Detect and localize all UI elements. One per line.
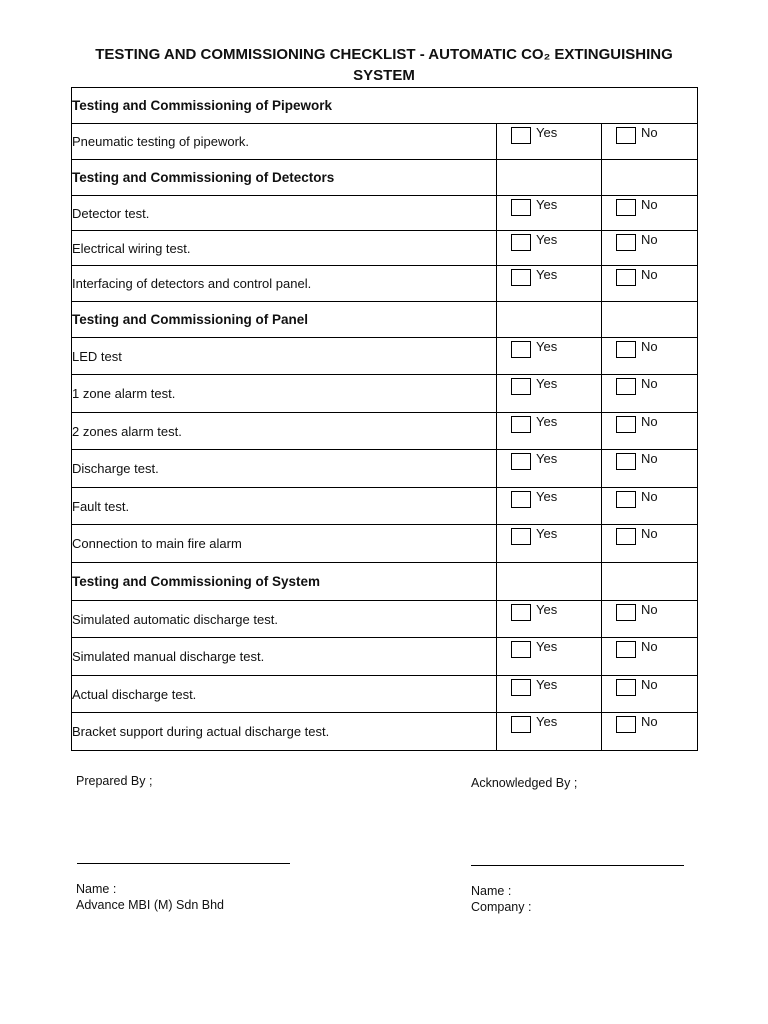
table-row xyxy=(72,713,698,751)
no-cell xyxy=(602,302,698,338)
item-label: Discharge test. xyxy=(72,450,497,488)
yes-label: Yes xyxy=(536,526,558,541)
table-row xyxy=(72,638,698,676)
yes-cell xyxy=(497,302,602,338)
no-option xyxy=(616,715,658,733)
no-checkbox[interactable] xyxy=(616,641,636,658)
no-cell xyxy=(602,375,698,413)
item-label: Simulated manual discharge test. xyxy=(72,638,497,676)
no-label: No xyxy=(641,526,658,541)
acknowledged-by-label: Acknowledged By ; xyxy=(471,776,578,790)
yes-label: Yes xyxy=(536,677,558,692)
no-option xyxy=(616,452,658,470)
yes-checkbox[interactable] xyxy=(511,269,531,286)
yes-checkbox[interactable] xyxy=(511,127,531,144)
yes-cell xyxy=(497,375,602,413)
section-heading: Testing and Commissioning of Pipework xyxy=(72,88,698,124)
yes-label: Yes xyxy=(536,489,558,504)
yes-option xyxy=(511,268,557,286)
no-option xyxy=(616,415,658,433)
acknowledged-name-label: Name : xyxy=(471,884,512,898)
no-label: No xyxy=(641,232,658,247)
no-cell xyxy=(602,450,698,488)
no-checkbox[interactable] xyxy=(616,416,636,433)
no-option xyxy=(616,340,658,358)
yes-checkbox[interactable] xyxy=(511,679,531,696)
yes-label: Yes xyxy=(536,414,558,429)
yes-checkbox[interactable] xyxy=(511,341,531,358)
no-cell xyxy=(602,676,698,713)
yes-checkbox[interactable] xyxy=(511,641,531,658)
no-label: No xyxy=(641,197,658,212)
no-checkbox[interactable] xyxy=(616,491,636,508)
yes-cell xyxy=(497,525,602,563)
section-heading: Testing and Commissioning of Detectors xyxy=(72,160,497,196)
table-row xyxy=(72,266,698,302)
prepared-company: Advance MBI (M) Sdn Bhd xyxy=(76,898,224,912)
yes-cell xyxy=(497,601,602,638)
yes-cell xyxy=(497,196,602,231)
yes-label: Yes xyxy=(536,197,558,212)
no-label: No xyxy=(641,677,658,692)
no-checkbox[interactable] xyxy=(616,679,636,696)
table-row xyxy=(72,231,698,266)
yes-option xyxy=(511,640,557,658)
yes-checkbox[interactable] xyxy=(511,604,531,621)
no-option xyxy=(616,198,658,216)
no-cell xyxy=(602,124,698,160)
no-cell xyxy=(602,196,698,231)
no-checkbox[interactable] xyxy=(616,453,636,470)
yes-label: Yes xyxy=(536,714,558,729)
table-row xyxy=(72,375,698,413)
yes-option xyxy=(511,340,557,358)
table-row xyxy=(72,413,698,450)
yes-cell xyxy=(497,713,602,751)
yes-option xyxy=(511,715,557,733)
table-row xyxy=(72,124,698,160)
yes-cell xyxy=(497,231,602,266)
yes-checkbox[interactable] xyxy=(511,199,531,216)
no-label: No xyxy=(641,125,658,140)
no-option xyxy=(616,268,658,286)
no-option xyxy=(616,603,658,621)
item-label: 2 zones alarm test. xyxy=(72,413,497,450)
yes-label: Yes xyxy=(536,602,558,617)
item-label: Pneumatic testing of pipework. xyxy=(72,124,497,160)
yes-cell xyxy=(497,638,602,676)
yes-cell xyxy=(497,450,602,488)
no-cell xyxy=(602,713,698,751)
item-label: 1 zone alarm test. xyxy=(72,375,497,413)
no-checkbox[interactable] xyxy=(616,234,636,251)
prepared-by-label: Prepared By ; xyxy=(76,774,153,788)
no-cell xyxy=(602,488,698,525)
table-row xyxy=(72,450,698,488)
no-label: No xyxy=(641,339,658,354)
yes-option xyxy=(511,490,557,508)
no-option xyxy=(616,678,658,696)
section-heading: Testing and Commissioning of System xyxy=(72,563,497,601)
no-cell xyxy=(602,231,698,266)
yes-label: Yes xyxy=(536,639,558,654)
no-label: No xyxy=(641,376,658,391)
yes-checkbox[interactable] xyxy=(511,491,531,508)
item-label: Fault test. xyxy=(72,488,497,525)
no-label: No xyxy=(641,451,658,466)
no-option xyxy=(616,233,658,251)
yes-option xyxy=(511,452,557,470)
acknowledged-company-label: Company : xyxy=(471,900,532,914)
yes-option xyxy=(511,126,557,144)
yes-cell xyxy=(497,338,602,375)
no-cell xyxy=(602,160,698,196)
section-heading: Testing and Commissioning of Panel xyxy=(72,302,497,338)
yes-label: Yes xyxy=(536,339,558,354)
no-cell xyxy=(602,266,698,302)
yes-cell xyxy=(497,124,602,160)
section-row xyxy=(72,88,698,124)
no-label: No xyxy=(641,489,658,504)
section-row xyxy=(72,302,698,338)
yes-cell xyxy=(497,488,602,525)
yes-option xyxy=(511,527,557,545)
section-row xyxy=(72,563,698,601)
no-cell xyxy=(602,525,698,563)
yes-label: Yes xyxy=(536,451,558,466)
item-label: LED test xyxy=(72,338,497,375)
yes-cell xyxy=(497,676,602,713)
no-cell xyxy=(602,413,698,450)
yes-option xyxy=(511,678,557,696)
section-row xyxy=(72,160,698,196)
item-label: Detector test. xyxy=(72,196,497,231)
checklist-table xyxy=(71,87,698,751)
no-cell xyxy=(602,601,698,638)
no-label: No xyxy=(641,602,658,617)
no-checkbox[interactable] xyxy=(616,127,636,144)
yes-label: Yes xyxy=(536,232,558,247)
item-label: Connection to main fire alarm xyxy=(72,525,497,563)
no-label: No xyxy=(641,267,658,282)
no-checkbox[interactable] xyxy=(616,269,636,286)
item-label: Simulated automatic discharge test. xyxy=(72,601,497,638)
yes-checkbox[interactable] xyxy=(511,453,531,470)
no-checkbox[interactable] xyxy=(616,716,636,733)
no-cell xyxy=(602,563,698,601)
yes-label: Yes xyxy=(536,267,558,282)
no-checkbox[interactable] xyxy=(616,528,636,545)
yes-checkbox[interactable] xyxy=(511,528,531,545)
table-row xyxy=(72,525,698,563)
no-label: No xyxy=(641,414,658,429)
yes-checkbox[interactable] xyxy=(511,416,531,433)
yes-option xyxy=(511,603,557,621)
yes-label: Yes xyxy=(536,376,558,391)
yes-cell xyxy=(497,266,602,302)
acknowledged-signature-line xyxy=(471,865,684,866)
table-row xyxy=(72,196,698,231)
item-label: Interfacing of detectors and control panel. xyxy=(72,266,497,302)
page-title: TESTING AND COMMISSIONING CHECKLIST - AUTOMATIC CO₂ EXTINGUISHING SYSTEM xyxy=(95,46,673,84)
yes-cell xyxy=(497,413,602,450)
no-option xyxy=(616,527,658,545)
yes-option xyxy=(511,233,557,251)
item-label: Electrical wiring test. xyxy=(72,231,497,266)
yes-checkbox[interactable] xyxy=(511,378,531,395)
no-option xyxy=(616,490,658,508)
table-row xyxy=(72,601,698,638)
table-row xyxy=(72,488,698,525)
yes-option xyxy=(511,198,557,216)
no-option xyxy=(616,640,658,658)
no-option xyxy=(616,377,658,395)
no-label: No xyxy=(641,714,658,729)
no-cell xyxy=(602,338,698,375)
table-row xyxy=(72,676,698,713)
yes-checkbox[interactable] xyxy=(511,716,531,733)
yes-option xyxy=(511,415,557,433)
no-label: No xyxy=(641,639,658,654)
table-row xyxy=(72,338,698,375)
no-checkbox[interactable] xyxy=(616,199,636,216)
prepared-name-label: Name : xyxy=(76,882,117,896)
no-checkbox[interactable] xyxy=(616,378,636,395)
prepared-signature-line xyxy=(77,863,290,864)
no-option xyxy=(616,126,658,144)
item-label: Actual discharge test. xyxy=(72,676,497,713)
item-label: Bracket support during actual discharge test. xyxy=(72,713,497,751)
no-checkbox[interactable] xyxy=(616,604,636,621)
yes-cell xyxy=(497,160,602,196)
yes-checkbox[interactable] xyxy=(511,234,531,251)
no-cell xyxy=(602,638,698,676)
no-checkbox[interactable] xyxy=(616,341,636,358)
yes-label: Yes xyxy=(536,125,558,140)
yes-option xyxy=(511,377,557,395)
yes-cell xyxy=(497,563,602,601)
